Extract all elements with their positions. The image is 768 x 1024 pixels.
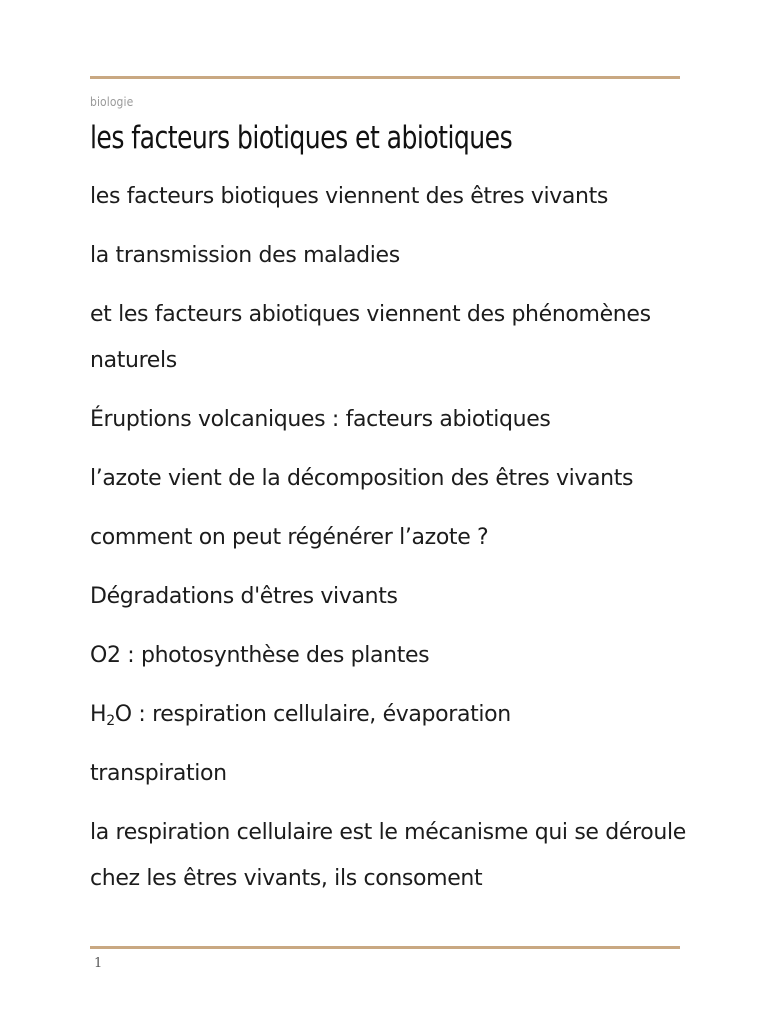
paragraph: Éruptions volcaniques : facteurs abiotiques xyxy=(90,407,551,432)
paragraph: O2 : photosynthèse des plantes xyxy=(90,643,430,668)
paragraph: transpiration xyxy=(90,761,227,786)
formula-subscript: 2 xyxy=(106,713,115,729)
top-divider xyxy=(90,76,680,79)
paragraph-formula xyxy=(90,692,690,738)
formula-text: O : respiration cellulaire, évaporation xyxy=(114,702,511,727)
paragraph: et les facteurs abiotiques viennent des phénomènes naturels xyxy=(90,302,651,373)
paragraph: Dégradations d'êtres vivants xyxy=(90,584,398,609)
formula-element: H xyxy=(90,702,107,727)
paragraph: la transmission des maladies xyxy=(90,243,400,268)
document-body xyxy=(90,174,690,915)
bottom-divider xyxy=(90,946,680,949)
document-title: les facteurs biotiques et abiotiques xyxy=(90,120,513,156)
category-label: biologie xyxy=(90,95,134,109)
paragraph: la respiration cellulaire est le mécanisme qui se déroule chez les êtres vivants, ils consoment xyxy=(90,820,686,891)
page-number: 1 xyxy=(94,956,103,971)
paragraph: comment on peut régénérer l’azote ? xyxy=(90,525,489,550)
paragraph: les facteurs biotiques viennent des êtres vivants xyxy=(90,184,609,209)
paragraph: l’azote vient de la décomposition des êtres vivants xyxy=(90,466,634,491)
